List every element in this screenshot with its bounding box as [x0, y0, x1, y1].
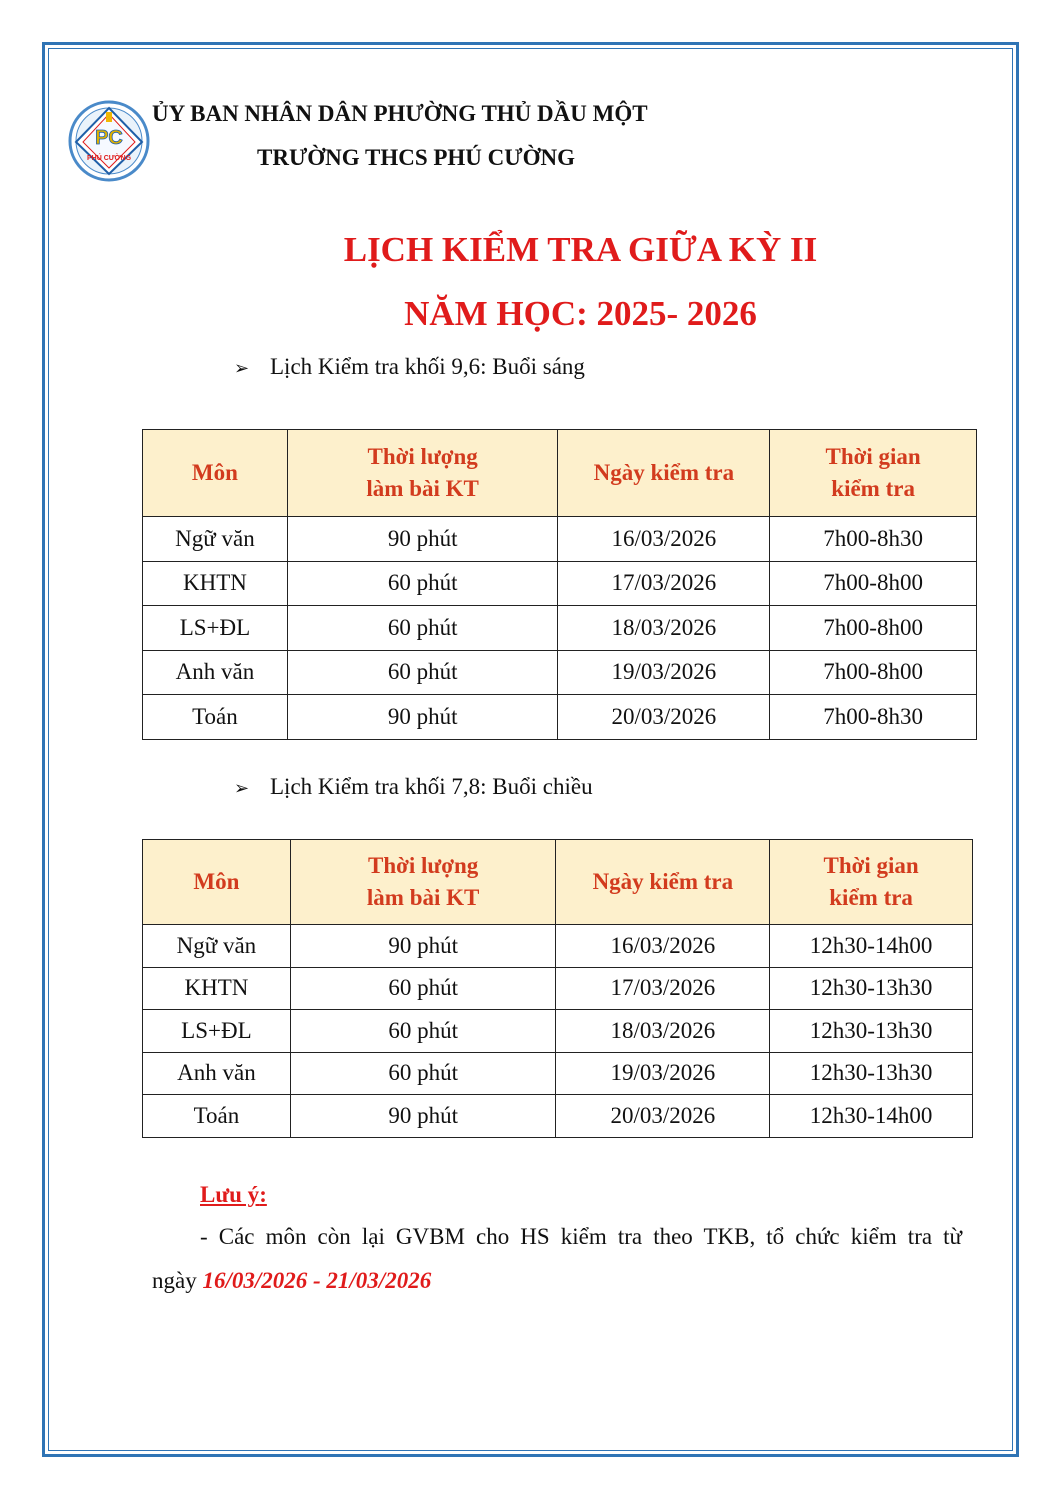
- svg-text:PHÚ CƯỜNG: PHÚ CƯỜNG: [86, 155, 132, 162]
- cell: Anh văn: [143, 650, 288, 695]
- note-text: - Các môn còn lại GVBM cho HS kiểm tra theo TKB, tổ chức kiểm tra từ: [200, 1224, 962, 1249]
- col-subject: Môn: [143, 840, 291, 925]
- table-row: [143, 695, 977, 740]
- cell: 12h30-13h30: [770, 1052, 973, 1095]
- note-heading: Lưu ý:: [200, 1182, 267, 1207]
- cell: 12h30-13h30: [770, 1010, 973, 1053]
- schedule-table-afternoon: [142, 839, 973, 1138]
- cell: Toán: [143, 1095, 291, 1138]
- cell: 19/03/2026: [556, 1052, 770, 1095]
- table-header-row: [143, 430, 977, 517]
- cell: 12h30-13h30: [770, 967, 973, 1010]
- col-duration: Thời lượng làm bài KT: [287, 430, 558, 517]
- cell: 90 phút: [287, 695, 558, 740]
- cell: KHTN: [143, 967, 291, 1010]
- col-time: Thời gian kiểm tra: [770, 430, 977, 517]
- cell: Anh văn: [143, 1052, 291, 1095]
- cell: 16/03/2026: [558, 517, 770, 562]
- cell: 90 phút: [287, 517, 558, 562]
- cell: 90 phút: [290, 925, 556, 968]
- note-text-continued: ngày 16/03/2026 - 21/03/2026: [152, 1268, 432, 1293]
- cell: 7h00-8h30: [770, 517, 977, 562]
- cell: 7h00-8h00: [770, 561, 977, 606]
- cell: 60 phút: [290, 1052, 556, 1095]
- cell: LS+ĐL: [143, 606, 288, 651]
- table-row: [143, 1052, 973, 1095]
- cell: LS+ĐL: [143, 1010, 291, 1053]
- cell: 90 phút: [290, 1095, 556, 1138]
- header-authority: ỦY BAN NHÂN DÂN PHƯỜNG THỦ DẦU MỘT: [152, 101, 648, 126]
- page-subtitle: NĂM HỌC: 2025- 2026: [404, 294, 757, 333]
- cell: 20/03/2026: [558, 695, 770, 740]
- arrow-bullet-icon: ➢: [234, 778, 250, 798]
- table-row: [143, 650, 977, 695]
- table-row: [143, 1010, 973, 1053]
- cell: 7h00-8h00: [770, 606, 977, 651]
- cell: 17/03/2026: [558, 561, 770, 606]
- table-row: [143, 1095, 973, 1138]
- cell: 7h00-8h30: [770, 695, 977, 740]
- col-duration: Thời lượng làm bài KT: [290, 840, 556, 925]
- cell: Ngữ văn: [143, 517, 288, 562]
- cell: Ngữ văn: [143, 925, 291, 968]
- note-date-range: 16/03/2026 - 21/03/2026: [202, 1268, 432, 1293]
- table-header-row: [143, 840, 973, 925]
- cell: 17/03/2026: [556, 967, 770, 1010]
- table-row: [143, 967, 973, 1010]
- section2-label: ➢ Lịch Kiểm tra khối 7,8: Buổi chiều: [234, 774, 593, 799]
- cell: 60 phút: [287, 650, 558, 695]
- cell: 12h30-14h00: [770, 1095, 973, 1138]
- cell: 60 phút: [287, 561, 558, 606]
- cell: 60 phút: [290, 967, 556, 1010]
- col-subject: Môn: [143, 430, 288, 517]
- table-row: [143, 561, 977, 606]
- cell: 60 phút: [287, 606, 558, 651]
- col-date: Ngày kiểm tra: [558, 430, 770, 517]
- page-title: LỊCH KIỂM TRA GIỮA KỲ II: [343, 230, 818, 269]
- arrow-bullet-icon: ➢: [234, 358, 250, 378]
- cell: KHTN: [143, 561, 288, 606]
- svg-text:PC: PC: [95, 127, 123, 149]
- cell: 7h00-8h00: [770, 650, 977, 695]
- schedule-table-morning: [142, 429, 977, 740]
- cell: 60 phút: [290, 1010, 556, 1053]
- cell: Toán: [143, 695, 288, 740]
- cell: 18/03/2026: [556, 1010, 770, 1053]
- cell: 20/03/2026: [556, 1095, 770, 1138]
- table-row: [143, 925, 973, 968]
- col-date: Ngày kiểm tra: [556, 840, 770, 925]
- school-logo: [66, 100, 152, 182]
- col-time: Thời gian kiểm tra: [770, 840, 973, 925]
- cell: 12h30-14h00: [770, 925, 973, 968]
- header-school: TRƯỜNG THCS PHÚ CƯỜNG: [257, 145, 575, 170]
- section1-label: ➢ Lịch Kiểm tra khối 9,6: Buổi sáng: [234, 354, 585, 379]
- cell: 16/03/2026: [556, 925, 770, 968]
- cell: 19/03/2026: [558, 650, 770, 695]
- cell: 18/03/2026: [558, 606, 770, 651]
- table-row: [143, 517, 977, 562]
- table-row: [143, 606, 977, 651]
